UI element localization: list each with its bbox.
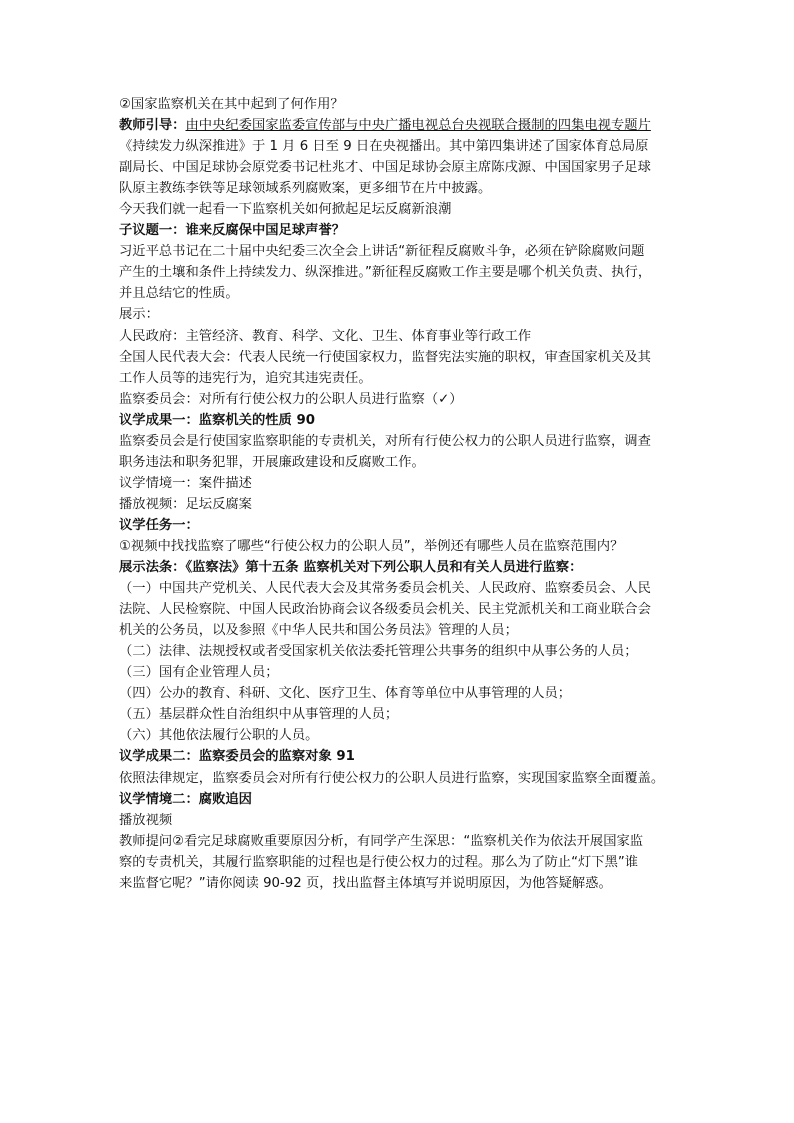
paragraph-line: 监察委员会是行使国家监察职能的专责机关，对所有行使公权力的公职人员进行监察，调查 [119,433,651,449]
law-item-line: （五）基层群众性自治组织中从事管理的人员； [119,707,399,723]
option-line: 全国人民代表大会：代表人民统一行使国家权力，监督宪法实施的职权，审查国家机关及其 [119,349,651,365]
option-line: 人民政府：主管经济、教育、科学、文化、卫生、体育事业等行政工作 [119,328,532,344]
video-line: 播放视频 [119,812,173,828]
paragraph-line: 教师提问②看完足球腐败重要原因分析，有同学产生深思：“监察机关作为依法开展国家监 [119,833,644,849]
result-heading: 议学成果二：监察委员会的监察对象 91 [119,749,355,765]
teacher-guide-text: 由中央纪委国家监委宣传部与中央广播电视总台央视联合摄制的四集电视专题片 [185,118,651,134]
situation-heading: 议学情境二：腐败追因 [119,791,252,807]
paragraph-line: 职务违法和职务犯罪，开展廉政建设和反腐败工作。 [119,454,425,470]
display-label: 展示： [119,307,159,323]
option-line: 监察委员会：对所有行使公权力的公职人员进行监察（✓） [119,391,463,407]
paragraph-line: 习近平总书记在二十届中央纪委三次全会上讲话“新征程反腐败斗争，必须在铲除腐败问题 [119,244,645,260]
paragraph-line: 察的专责机关，其履行监察职能的过程也是行使公权力的过程。那么为了防止“灯下黑”谁 [119,854,639,870]
law-display-line [119,557,685,578]
question-line: ①视频中找找监察了哪些“行使公权力的公职人员”，举例还有哪些人员在监察范围内？ [119,538,624,554]
paragraph-line: 依照法律规定，监察委员会对所有行使公权力的公职人员进行监察，实现国家监察全面覆盖。 [119,770,665,786]
law-display-label: 展示法条： [119,560,186,576]
result-heading: 议学成果一：监察机关的性质 90 [119,412,315,428]
law-item-line: （四）公办的教育、科研、文化、医疗卫生、体育等单位中从事管理的人员； [119,686,572,702]
video-line: 播放视频：足坛反腐案 [119,496,252,512]
paragraph-line: 产生的土壤和条件上持续发力、纵深推进。”新征程反腐败工作主要是哪个机关负责、执行， [119,265,652,281]
teacher-guide-line [119,115,685,136]
paragraph-line: 队原主教练李铁等足球领域系列腐败案，更多细节在片中披露。 [119,181,492,197]
paragraph-line: 副局长、中国足球协会原党委书记杜兆才、中国足球协会原主席陈戌源、中国国家男子足球 [119,160,651,176]
law-item-line: （一）中国共产党机关、人民代表大会及其常务委员会机关、人民政府、监察委员会、人民 [119,581,651,597]
paragraph-line: 今天我们就一起看一下监察机关如何掀起足坛反腐新浪潮 [119,202,452,218]
sub-topic-heading: 子议题一：谁来反腐保中国足球声誉？ [119,223,346,239]
document-body [119,94,685,894]
law-item-line: 法院、人民检察院、中国人民政治协商会议各级委员会机关、民主党派机关和工商业联合会 [119,602,651,618]
option-line: 工作人员等的违宪行为，追究其违宪责任。 [119,370,372,386]
law-item-line: 机关的公务员，以及参照《中华人民共和国公务员法》管理的人员； [119,623,518,639]
law-item-line: （三）国有企业管理人员； [119,665,279,681]
paragraph-line: 《持续发力纵深推进》于 1 月 6 日至 9 日在央视播出。其中第四集讲述了国家体育总局原 [119,139,649,155]
paragraph-line: 并且总结它的性质。 [119,286,239,302]
teacher-guide-label: 教师引导： [119,118,186,134]
situation-line: 议学情境一：案件描述 [119,475,252,491]
law-display-text: 《监察法》第十五条 监察机关对下列公职人员和有关人员进行监察： [185,560,583,576]
task-heading: 议学任务一： [119,517,199,533]
question-line: ②国家监察机关在其中起到了何作用？ [119,97,344,112]
law-item-line: （二）法律、法规授权或者受国家机关依法委托管理公共事务的组织中从事公务的人员； [119,644,638,660]
paragraph-line: 来监督它呢？”请你阅读 90-92 页，找出监督主体填写并说明原因，为他答疑解惑。 [119,875,612,891]
law-item-line: （六）其他依法履行公职的人员。 [119,728,319,744]
